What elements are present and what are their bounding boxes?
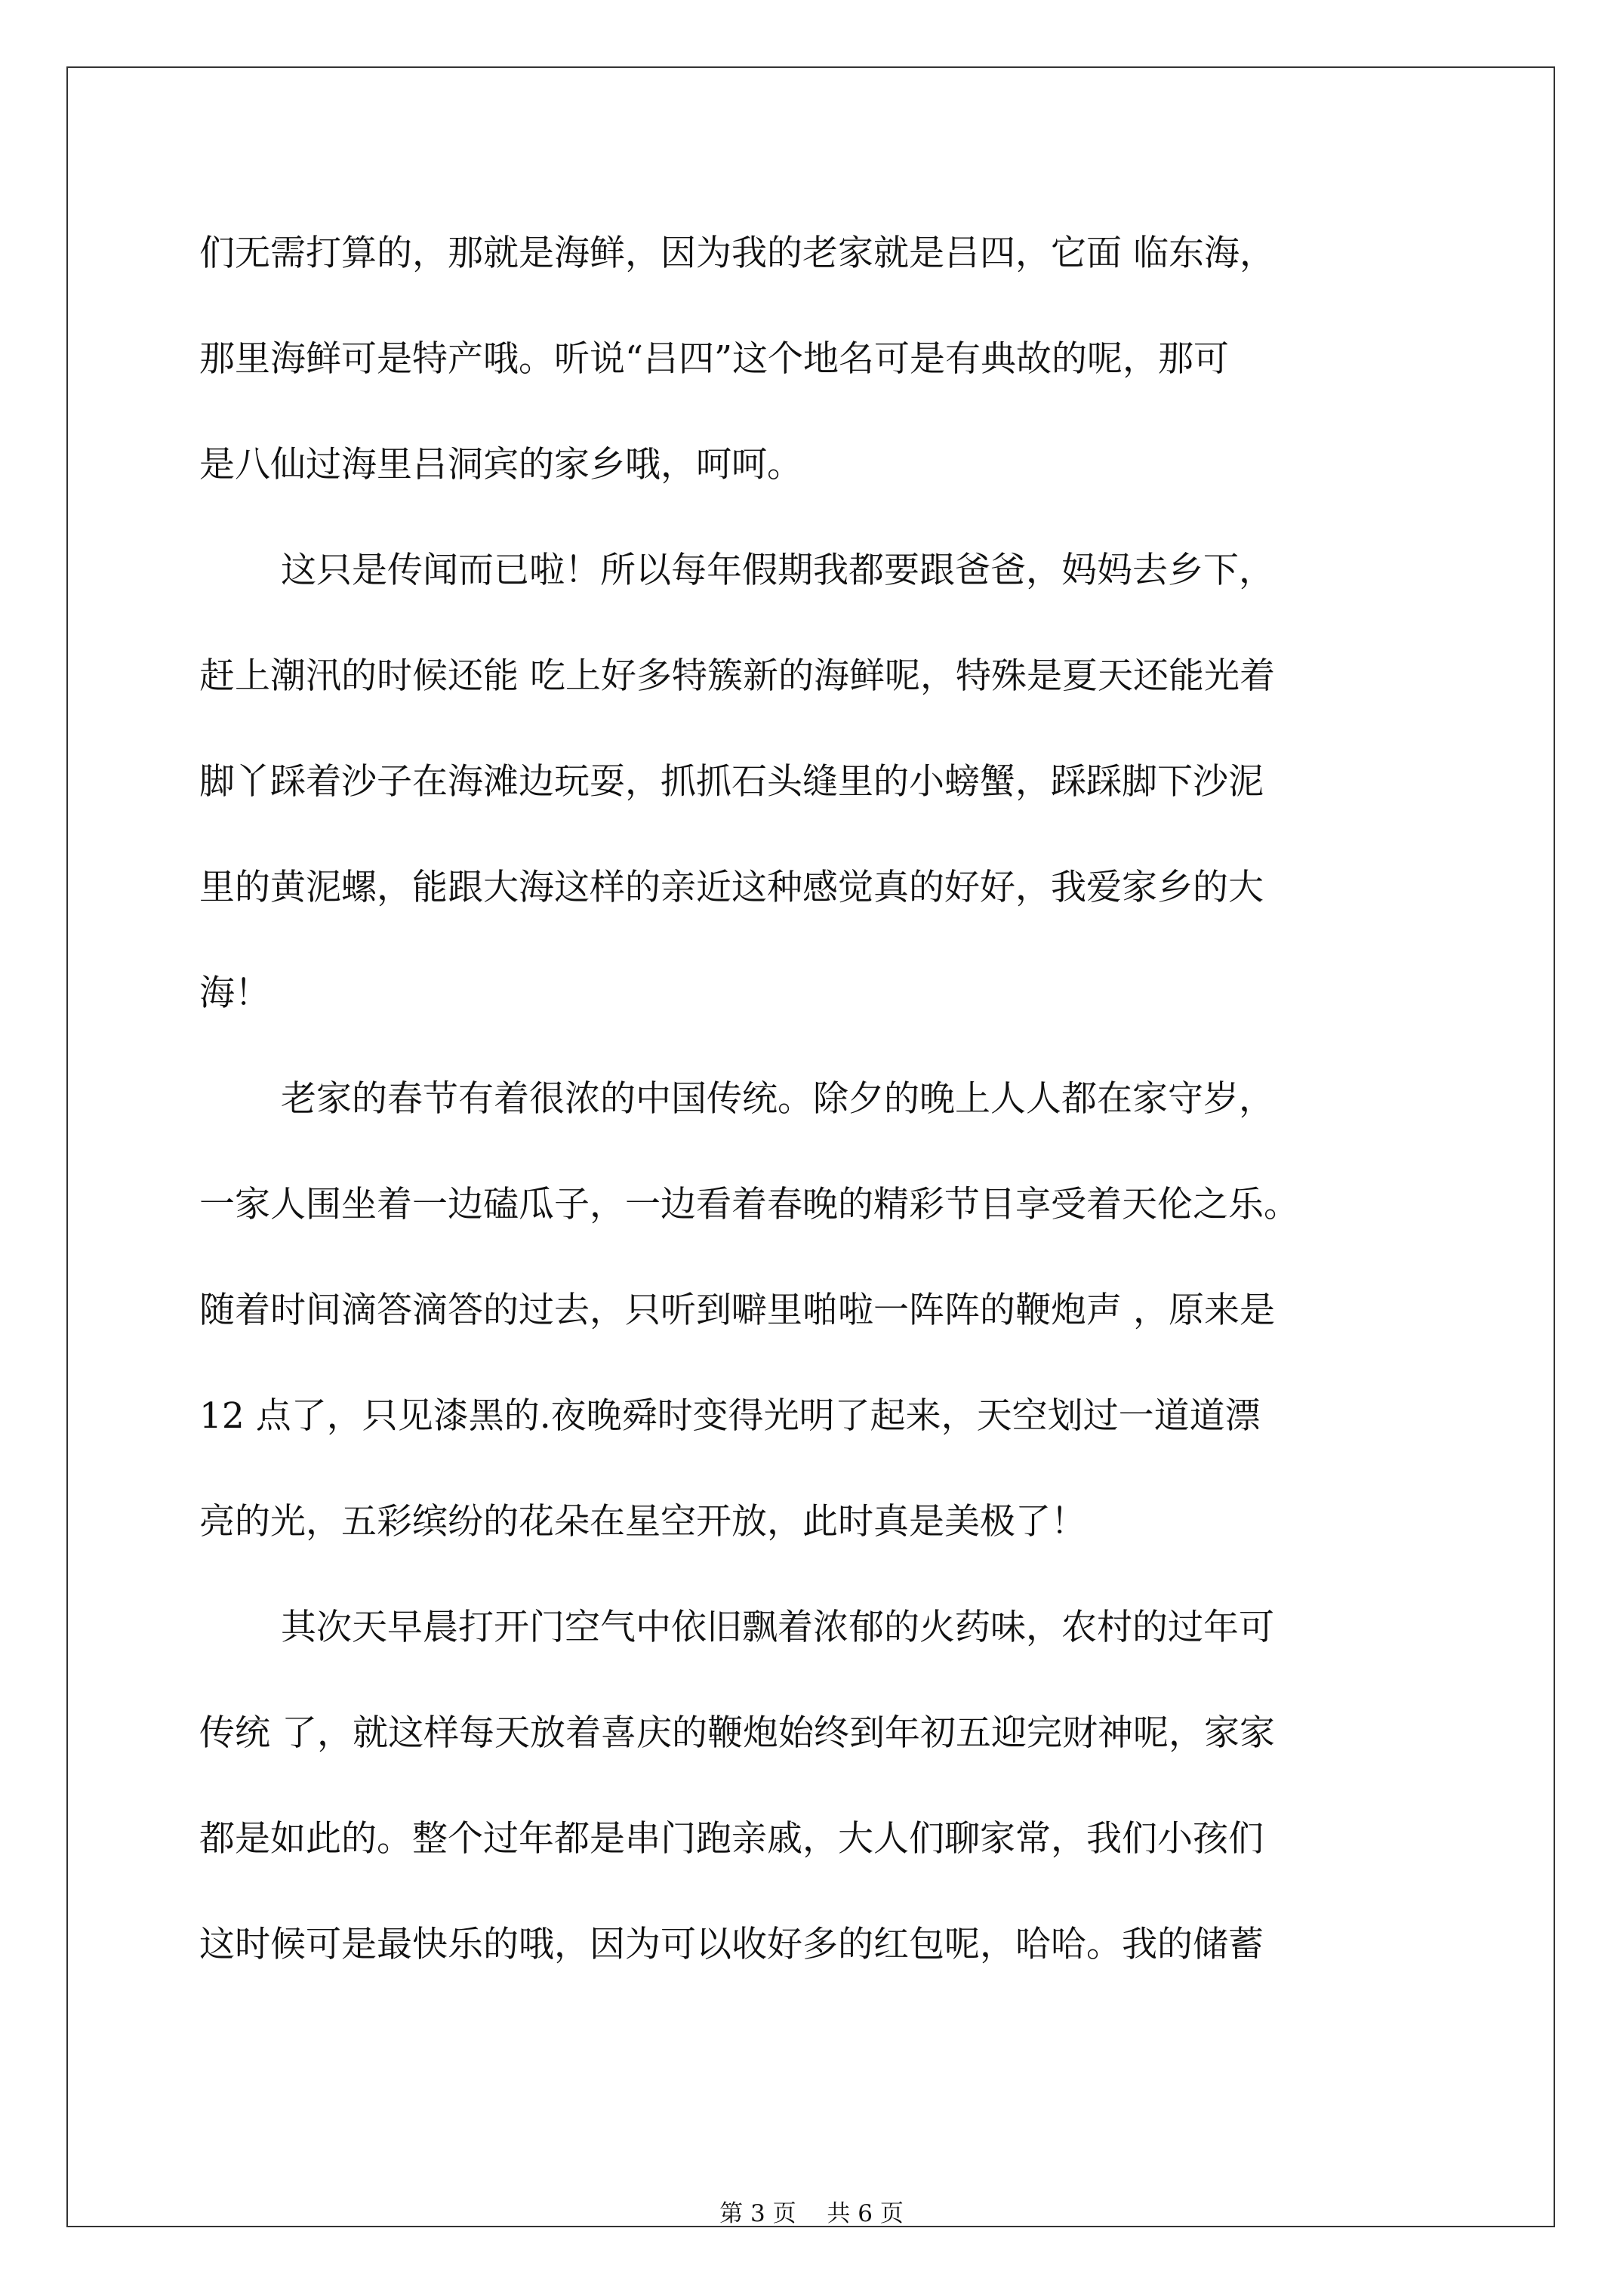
text-line: 脚丫踩着沙子在海滩边玩耍，抓抓石头缝里的小螃蟹，踩踩脚下沙泥 <box>199 761 1264 803</box>
paragraph-start-line: 其次天早晨打开门空气中依旧飘着浓郁的火药味，农村的过年可 <box>281 1607 1274 1648</box>
document-body <box>199 217 1437 2014</box>
text-line: 海！ <box>199 972 270 1014</box>
text-line: 这时候可是最快乐的哦，因为可以收好多的红包呢，哈哈。我的储蓄 <box>199 1924 1264 1965</box>
text-line: 赶上潮汛的时候还能 吃上好多特簇新的海鲜呢，特殊是夏天还能光着 <box>199 655 1275 697</box>
text-line: 12 点了，只见漆黑的.夜晚舜时变得光明了起来，天空划过一道道漂 <box>199 1395 1261 1437</box>
text-line: 那里海鲜可是特产哦。听说“吕四”这个地名可是有典故的呢，那可 <box>199 338 1230 380</box>
page-number-footer: 第 3 页 共 6 页 <box>719 2200 904 2227</box>
text-line: 都是如此的。整个过年都是串门跑亲戚，大人们聊家常，我们小孩们 <box>199 1818 1264 1860</box>
text-line: 传统 了，就这样每天放着喜庆的鞭炮始终到年初五迎完财神呢，家家 <box>199 1712 1275 1754</box>
text-line: 亮的光，五彩缤纷的花朵在星空开放，此时真是美极了！ <box>199 1501 1086 1542</box>
text-line: 随着时间滴答滴答的过去，只听到噼里啪啦一阵阵的鞭炮声 ，原来是 <box>199 1290 1275 1331</box>
text-line: 是八仙过海里吕洞宾的家乡哦，呵呵。 <box>199 444 802 485</box>
text-line: 们无需打算的，那就是海鲜，因为我的老家就是吕四，它面 临东海， <box>199 233 1275 274</box>
text-line: 里的黄泥螺，能跟大海这样的亲近这种感觉真的好好，我爱家乡的大 <box>199 867 1264 908</box>
paragraph-start-line: 老家的春节有着很浓的中国传统。除夕的晚上人人都在家守岁， <box>281 1078 1274 1120</box>
paragraph-start-line: 这只是传闻而已啦！所以每年假期我都要跟爸爸，妈妈去乡下， <box>281 550 1274 591</box>
text-line: 一家人围坐着一边磕瓜子，一边看着春晚的精彩节目享受着天伦之乐。 <box>199 1184 1299 1225</box>
